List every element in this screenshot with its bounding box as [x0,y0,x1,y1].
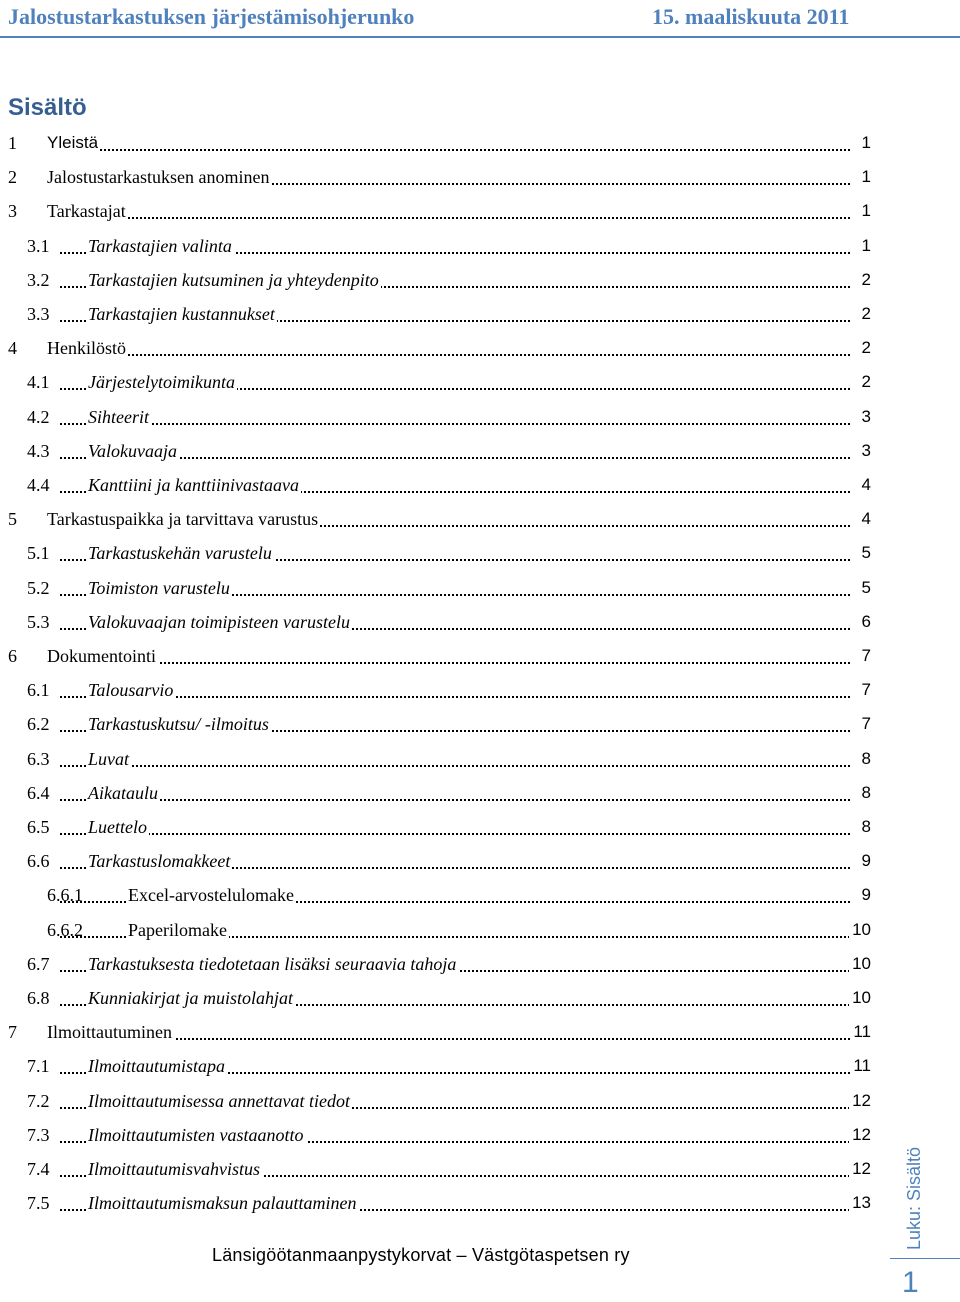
toc-entry-label[interactable]: Ilmoittautuminen [47,1015,174,1049]
toc-entry[interactable] [0,1118,960,1152]
toc-entry-number: 4.2 [27,407,50,427]
toc-entry-label[interactable]: Yleistä [47,126,100,160]
toc-entry-page: 10 [849,981,871,1015]
toc-entry-label[interactable]: Jalostustarkastuksen anominen [47,160,271,194]
dot-leader [60,696,850,698]
toc-entry-number: 3 [8,201,17,221]
toc-entry-page: 2 [859,263,871,297]
side-rule [890,1258,960,1259]
toc-entry[interactable] [0,502,960,536]
toc-entry[interactable] [0,263,960,297]
toc-entry-page: 3 [859,434,871,468]
toc-entry-number: 6.3 [27,749,50,769]
toc-entry[interactable] [0,913,960,947]
toc-entry[interactable] [0,844,960,878]
side-chapter-label: Luku: Sisältö [904,1146,924,1250]
toc-entry-number: 7 [8,1022,17,1042]
toc-entry[interactable] [0,605,960,639]
toc-entry[interactable] [0,194,960,228]
toc-entry-page: 11 [850,1049,871,1083]
toc-entry-label[interactable]: Talousarvio [88,673,175,707]
toc-entry-number: 6.6.2 [47,920,83,940]
toc-entry-page: 3 [859,400,871,434]
toc-entry-label[interactable]: Tarkastuskutsu/ -ilmoitus [88,707,271,741]
toc-entry[interactable] [0,331,960,365]
toc-entry[interactable] [0,571,960,605]
toc-entry-number: 3.3 [27,304,50,324]
dot-leader [60,149,850,151]
toc-entry-label[interactable]: Excel-arvostelulomake [128,878,296,912]
toc-entry-number: 5.2 [27,578,50,598]
toc-entry-page: 1 [859,126,871,160]
toc-entry[interactable] [0,810,960,844]
page-number: 1 [902,1266,919,1299]
toc-entry-label[interactable]: Tarkastajien kustannukset [88,297,277,331]
toc-entry-page: 10 [849,947,871,981]
toc-entry-page: 9 [859,844,871,878]
toc-entry[interactable] [0,434,960,468]
toc-entry-label[interactable]: Aikataulu [88,776,160,810]
toc-entry-page: 2 [859,297,871,331]
toc-entry-label[interactable]: Tarkastuksesta tiedotetaan lisäksi seuraavia tahoja [88,947,458,981]
toc-entry-label[interactable]: Valokuvaajan toimipisteen varustelu [88,605,352,639]
toc-entry-number: 5.3 [27,612,50,632]
toc-entry-number: 5 [8,509,17,529]
toc-entry-number: 4.3 [27,441,50,461]
toc-entry-label[interactable]: Sihteerit [88,400,151,434]
toc-entry-label[interactable]: Ilmoittautumisessa annettavat tiedot [88,1084,352,1118]
toc-entry-label[interactable]: Järjestelytoimikunta [88,365,237,399]
toc-entry-page: 11 [850,1015,871,1049]
toc-entry-number: 7.3 [27,1125,50,1145]
dot-leader [60,1038,850,1040]
toc-entry[interactable] [0,639,960,673]
toc-entry-page: 1 [859,194,871,228]
toc-entry-number: 2 [8,167,17,187]
dot-leader [60,217,850,219]
toc-entry-page: 7 [859,639,871,673]
toc-entry-number: 6.6.1 [47,885,83,905]
toc-entry-label[interactable]: Dokumentointi [47,639,158,673]
toc-entry-page: 1 [859,229,871,263]
toc-entry-label[interactable]: Ilmoittautumisvahvistus [88,1152,262,1186]
toc-entry-label[interactable]: Tarkastajat [47,194,128,228]
toc-entry-page: 5 [859,571,871,605]
toc-entry-page: 12 [849,1084,871,1118]
toc-entry-number: 1 [8,133,17,153]
toc-entry-number: 6.8 [27,988,50,1008]
toc-entry[interactable] [0,297,960,331]
toc-entry-page: 12 [849,1118,871,1152]
toc-entry-number: 7.4 [27,1159,50,1179]
toc-entry[interactable] [0,536,960,570]
toc-entry-label[interactable]: Kanttiini ja kanttiinivastaava [88,468,301,502]
toc-entry[interactable] [0,1084,960,1118]
toc-entry-label[interactable]: Tarkastuspaikka ja tarvittava varustus [47,502,320,536]
toc-entry-number: 6.4 [27,783,50,803]
dot-leader [60,662,850,664]
toc-entry-page: 1 [859,160,871,194]
toc-entry-label[interactable]: Luvat [88,742,131,776]
footer-organization: Länsigöötanmaanpystykorvat – Västgötaspetsen ry [212,1245,630,1265]
toc-entry-number: 6.2 [27,714,50,734]
toc-entry-number: 7.2 [27,1091,50,1111]
toc-entry-number: 7.5 [27,1193,50,1213]
toc-entry-number: 3.1 [27,236,50,256]
running-header-title: Jalostustarkastuksen järjestämisohjerunko [8,4,415,29]
toc-entry[interactable] [0,878,960,912]
dot-leader [60,799,850,801]
toc-entry-page: 9 [859,878,871,912]
toc-entry-number: 6.7 [27,954,50,974]
toc-entry-number: 6.5 [27,817,50,837]
toc-entry-page: 13 [849,1186,871,1220]
toc-entry-label[interactable]: Toimiston varustelu [88,571,232,605]
toc-entry-page: 4 [859,502,871,536]
toc-entry-label[interactable]: Paperilomake [128,913,229,947]
toc-entry-page: 5 [859,536,871,570]
toc-entry-page: 6 [859,605,871,639]
toc-entry[interactable] [0,468,960,502]
dot-leader [60,833,850,835]
toc-entry[interactable] [0,126,960,160]
toc-entry-page: 2 [859,365,871,399]
toc-heading: Sisältö [8,94,87,121]
toc-entry-page: 7 [859,707,871,741]
header-rule [0,36,960,38]
toc-entry-number: 5.1 [27,543,50,563]
toc-entry-number: 4 [8,338,17,358]
dot-leader [60,354,850,356]
toc-entry-page: 7 [859,673,871,707]
toc-entry-page: 2 [859,331,871,365]
toc-entry-number: 7.1 [27,1056,50,1076]
toc-entry-label[interactable]: Luettelo [88,810,149,844]
toc-entry[interactable] [0,1049,960,1083]
toc-entry-label[interactable]: Tarkastajien kutsuminen ja yhteydenpito [88,263,381,297]
toc-entry-label[interactable]: Ilmoittautumisten vastaanotto [88,1118,306,1152]
dot-leader [60,765,850,767]
dot-leader [60,423,850,425]
toc-entry-page: 8 [859,810,871,844]
toc-entry-page: 10 [849,913,871,947]
toc-entry[interactable] [0,673,960,707]
toc-entry-label[interactable]: Ilmoittautumistapa [88,1049,227,1083]
toc-entry[interactable] [0,1186,960,1220]
running-header-date: 15. maaliskuuta 2011 [652,4,850,29]
toc-entry[interactable] [0,947,960,981]
toc-entry[interactable] [0,981,960,1015]
toc-entry[interactable] [0,365,960,399]
toc-entry-label[interactable]: Tarkastajien valinta [88,229,234,263]
toc-entry-label[interactable]: Ilmoittautumismaksun palauttaminen [88,1186,359,1220]
toc-entry-number: 6 [8,646,17,666]
toc-entry-label[interactable]: Henkilöstö [47,331,128,365]
toc-entry-number: 3.2 [27,270,50,290]
toc-entry[interactable] [0,160,960,194]
toc-entry-number: 4.1 [27,372,50,392]
toc-entry-label[interactable]: Valokuvaaja [88,434,179,468]
toc-entry-label[interactable]: Kunniakirjat ja muistolahjat [88,981,295,1015]
toc-entry-number: 6.1 [27,680,50,700]
toc-entry[interactable] [0,707,960,741]
toc-entry-number: 6.6 [27,851,50,871]
toc-entry[interactable] [0,1015,960,1049]
toc-entry-page: 8 [859,776,871,810]
toc-entry-page: 12 [849,1152,871,1186]
toc-entry[interactable] [0,1152,960,1186]
toc-entry-label[interactable]: Tarkastuslomakkeet [88,844,232,878]
toc-entry-label[interactable]: Tarkastuskehän varustelu [88,536,274,570]
toc-entry-page: 4 [859,468,871,502]
toc-entry[interactable] [0,229,960,263]
toc-entry[interactable] [0,742,960,776]
toc-entry-number: 4.4 [27,475,50,495]
toc-entry[interactable] [0,400,960,434]
toc-entry-page: 8 [859,742,871,776]
toc-entry[interactable] [0,776,960,810]
